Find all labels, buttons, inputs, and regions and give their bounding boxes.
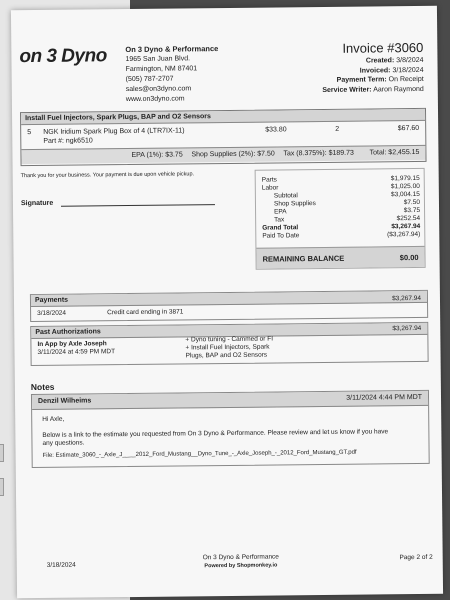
company-info — [125, 44, 219, 105]
line-item-name: NGK Iridium Spark Plug Box of 4 (LTR7IX-11) — [43, 127, 185, 136]
authorization-when: 3/11/2024 at 4:59 PM MDT — [37, 348, 116, 356]
company-phone: (505) 787-2707 — [125, 75, 174, 84]
service-writer-label: Service Writer: — [322, 85, 372, 94]
epa-label: EPA — [274, 208, 287, 216]
remaining-balance-bar — [256, 246, 424, 269]
fee-epa: EPA (1%): $3.75 — [131, 151, 183, 159]
authorizations-title: Past Authorizations — [31, 323, 427, 339]
line-part-number: Part #: ngk6510 — [43, 137, 93, 145]
epa-value: $3.75 — [403, 206, 421, 215]
payment-method: Credit card ending in 3871 — [107, 308, 184, 317]
company-city: Farmington, NM 87401 — [125, 65, 198, 74]
note-file-link[interactable]: File: Estimate_3060_-_Axle_J____2012_Ford_Mustang__Dyno_Tune_-_Axle_Joseph_-_2012_Ford_Mustang_GT.pdf — [42, 449, 357, 459]
fee-shop-supplies: Shop Supplies (2%): $7.50 — [191, 150, 275, 159]
payment-term-value: On Receipt — [388, 75, 424, 84]
footer-company-block — [203, 553, 279, 570]
service-writer-value: Aaron Raymond — [373, 85, 424, 93]
paid-to-date-value: ($3,267.94) — [387, 230, 421, 239]
note-timestamp: 3/11/2024 4:44 PM MDT — [346, 393, 423, 402]
company-website: www.on3dyno.com — [125, 95, 185, 104]
totals-row-paid — [262, 231, 420, 241]
footer-powered-by: Powered by Shopmonkey.io — [204, 562, 278, 570]
service-title: Install Fuel Injectors, Spark Plugs, BAP and O2 Sensors — [21, 109, 425, 125]
note-body-line-1: Below is a link to the estimate you requested from On 3 Dyno & Performance. Please review and let us know if you have — [42, 428, 389, 439]
shop-supplies-label: Shop Supplies — [273, 200, 316, 208]
labor-label: Labor — [261, 184, 279, 192]
created-label: Created: — [365, 57, 395, 65]
note-header — [32, 391, 428, 410]
grand-total-value: $3,267.94 — [391, 222, 421, 231]
company-street: 1965 San Juan Blvd. — [125, 55, 191, 64]
authorization-by: In App by Axle Joseph — [37, 340, 107, 348]
underlying-auth-box — [0, 478, 4, 496]
company-name: On 3 Dyno & Performance — [125, 44, 219, 55]
authorizations-section — [30, 322, 428, 366]
paid-to-date-label: Paid To Date — [262, 232, 300, 240]
underlying-header-box — [0, 444, 4, 462]
signature-label: Signature — [20, 199, 54, 208]
authorization-item-3: Plugs, BAP and O2 Sensors — [185, 351, 268, 360]
note-body-line-2: any questions. — [42, 439, 85, 447]
footer-date: 3/18/2024 — [46, 561, 76, 569]
note-greeting: Hi Axle, — [42, 415, 65, 423]
service-fees-bar — [21, 145, 425, 164]
subtotal-label: Subtotal — [273, 192, 298, 200]
fee-total: Total: $2,455.15 — [369, 148, 420, 157]
remaining-balance-value: $0.00 — [399, 252, 419, 263]
line-total: $67.60 — [397, 124, 420, 133]
line-quantity: 2 — [335, 125, 340, 133]
signature-line — [61, 204, 215, 207]
payments-title: Payments — [31, 291, 427, 307]
invoiced-value: 3/18/2024 — [392, 66, 424, 74]
payment-term-label: Payment Term: — [336, 76, 387, 84]
tax-label: Tax — [274, 216, 285, 224]
service-section — [20, 108, 427, 166]
line-unit-price: $33.80 — [265, 126, 287, 134]
authorization-amount: $3,267.94 — [392, 324, 422, 333]
parts-label: Parts — [261, 176, 277, 184]
payments-section — [30, 290, 428, 322]
note-author: Denzil Wilheims — [37, 397, 92, 405]
invoice-page — [11, 6, 443, 598]
invoice-details — [322, 40, 424, 95]
totals-panel — [255, 168, 426, 270]
footer-company: On 3 Dyno & Performance — [202, 553, 279, 562]
parts-value: $1,979.15 — [390, 174, 420, 183]
line-index: 5 — [27, 129, 32, 137]
company-email: sales@on3dyno.com — [125, 85, 192, 94]
created-value: 3/8/2024 — [396, 56, 424, 65]
company-logo: on 3 Dyno — [19, 45, 107, 68]
payment-amount: $3,267.94 — [392, 294, 422, 303]
authorization-item-1: + Dyno tuning - Cammed or FI — [185, 335, 274, 344]
tax-value: $252.54 — [396, 214, 421, 223]
payment-date: 3/18/2024 — [37, 309, 67, 317]
invoiced-label: Invoiced: — [359, 66, 391, 75]
notes-title: Notes — [30, 381, 55, 393]
thank-you-text: Thank you for your business. Your payment is due upon vehicle pickup. — [20, 171, 195, 180]
labor-value: $1,025.00 — [390, 182, 420, 191]
note-card — [31, 390, 430, 468]
remaining-balance-label: REMAINING BALANCE — [262, 253, 345, 264]
shop-supplies-value: $7.50 — [403, 198, 421, 207]
subtotal-value: $3,004.15 — [390, 190, 420, 199]
footer-page-number: Page 2 of 2 — [399, 553, 433, 562]
service-line-item — [25, 123, 421, 147]
authorization-item-2: + Install Fuel Injectors, Spark — [185, 343, 270, 352]
invoice-title: Invoice #3060 — [342, 39, 424, 56]
fee-tax: Tax (8.375%): $189.73 — [283, 149, 354, 158]
grand-total-label: Grand Total — [262, 224, 299, 232]
